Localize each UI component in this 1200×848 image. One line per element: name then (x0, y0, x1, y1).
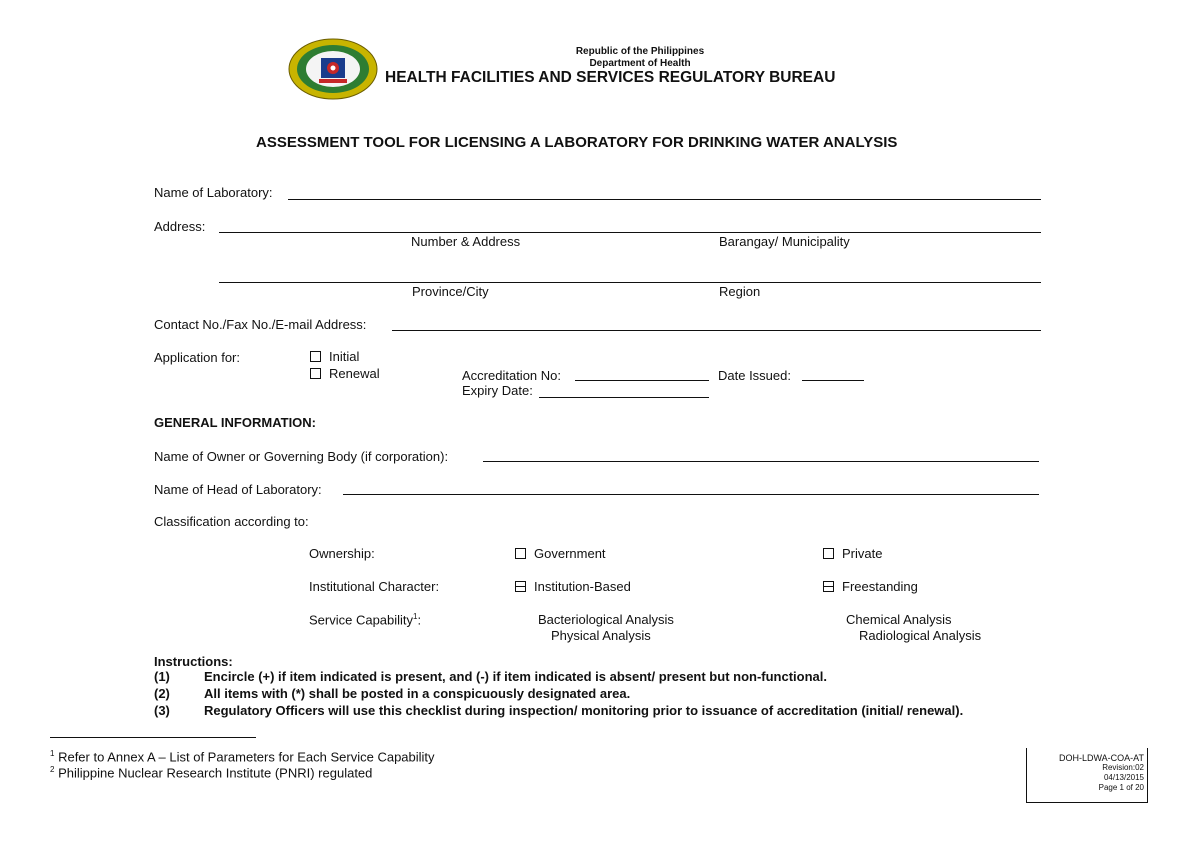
general-information-heading: GENERAL INFORMATION: (154, 415, 317, 430)
expiry-date-label: Expiry Date: (462, 383, 533, 398)
instructions-heading: Instructions: (154, 654, 233, 669)
footnote-2-text: Philippine Nuclear Research Institute (PNRI) regulated (58, 765, 373, 781)
renewal-label: Renewal (329, 366, 380, 381)
doc-code: DOH-LDWA-COA-AT (1059, 753, 1144, 763)
footnote-1-mark: 1 (50, 749, 55, 758)
province-caption: Province/City (412, 284, 489, 299)
footnote-1-text: Refer to Annex A – List of Parameters for Each Service Capability (58, 749, 435, 765)
contact-label: Contact No./Fax No./E-mail Address: (154, 317, 367, 332)
instruction-1-num: (1) (154, 669, 170, 684)
institutional-character-label: Institutional Character: (309, 579, 440, 594)
classification-label: Classification according to: (154, 514, 309, 529)
institution-based-option[interactable] (515, 579, 631, 594)
initial-label: Initial (329, 349, 360, 364)
private-label: Private (842, 546, 883, 561)
bacteriological-analysis: Bacteriological Analysis (538, 612, 674, 627)
name-of-laboratory-field[interactable] (288, 199, 1041, 200)
header-republic: Republic of the Philippines (575, 46, 705, 57)
ownership-label: Ownership: (309, 546, 375, 561)
instruction-2-num: (2) (154, 686, 170, 701)
private-checkbox[interactable] (823, 548, 834, 559)
institution-based-label: Institution-Based (534, 579, 631, 594)
head-of-laboratory-label: Name of Head of Laboratory: (154, 482, 322, 497)
initial-option[interactable] (310, 349, 359, 364)
header-department: Department of Health (589, 58, 691, 69)
renewal-checkbox[interactable] (310, 368, 321, 379)
government-checkbox[interactable] (515, 548, 526, 559)
doc-page: Page 1 of 20 (1098, 783, 1144, 792)
doh-seal (288, 38, 378, 100)
radiological-analysis: Radiological Analysis (859, 628, 982, 643)
chemical-analysis: Chemical Analysis (846, 612, 952, 627)
address-field[interactable] (219, 232, 1041, 233)
renewal-option[interactable] (310, 366, 380, 381)
government-label: Government (534, 546, 606, 561)
footnote-1 (50, 749, 435, 764)
owner-label: Name of Owner or Governing Body (if corporation): (154, 449, 449, 464)
government-option[interactable] (515, 546, 606, 561)
accreditation-no-label: Accreditation No: (462, 368, 561, 383)
private-option[interactable] (823, 546, 882, 561)
initial-checkbox[interactable] (310, 351, 321, 362)
province-region-field[interactable] (219, 282, 1041, 283)
date-issued-field[interactable] (802, 380, 864, 381)
header-bureau: HEALTH FACILITIES AND SERVICES REGULATORY BUREAU (385, 69, 836, 86)
barangay-caption: Barangay/ Municipality (719, 234, 850, 249)
instruction-1-text: Encircle (+) if item indicated is present, and (-) if item indicated is absent/ present but non-functional. (204, 669, 828, 684)
freestanding-label: Freestanding (842, 579, 918, 594)
freestanding-checkbox[interactable] (823, 581, 834, 592)
page-title: ASSESSMENT TOOL FOR LICENSING A LABORATORY FOR DRINKING WATER ANALYSIS (256, 134, 898, 151)
owner-field[interactable] (483, 461, 1039, 462)
footnote-2 (50, 765, 372, 780)
accreditation-no-field[interactable] (575, 380, 709, 381)
institution-based-checkbox[interactable] (515, 581, 526, 592)
name-of-laboratory-label: Name of Laboratory: (154, 185, 273, 200)
number-address-caption: Number & Address (411, 234, 521, 249)
seal-icon (288, 38, 378, 100)
freestanding-option[interactable] (823, 579, 918, 594)
doc-date: 04/13/2015 (1103, 773, 1144, 782)
instruction-3-text: Regulatory Officers will use this checklist during inspection/ monitoring prior to issuance of accreditation (initial/ renewal). (204, 703, 964, 718)
service-capability-text: Service Capability (309, 612, 414, 628)
contact-field[interactable] (392, 330, 1041, 331)
expiry-date-field[interactable] (539, 397, 709, 398)
service-capability-label (309, 612, 421, 627)
region-caption: Region (719, 284, 761, 299)
document-control-box (1026, 748, 1148, 803)
doc-revision: Revision:02 (1102, 763, 1144, 772)
footnote-2-mark: 2 (50, 765, 55, 774)
instruction-3-num: (3) (154, 703, 170, 718)
head-of-laboratory-field[interactable] (343, 494, 1039, 495)
date-issued-label: Date Issued: (718, 368, 791, 383)
instruction-2-text: All items with (*) shall be posted in a conspicuously designated area. (204, 686, 631, 701)
service-capability-colon: : (417, 612, 422, 628)
footnote-separator (50, 737, 256, 738)
physical-analysis: Physical Analysis (551, 628, 651, 643)
address-label: Address: (154, 219, 206, 234)
service-capability-footnote-mark: 1 (413, 612, 418, 621)
application-label: Application for: (154, 350, 240, 365)
